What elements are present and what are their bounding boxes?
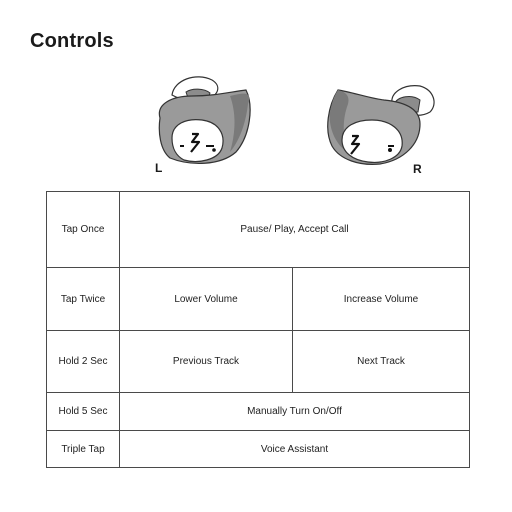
left-result-cell: Lower Volume [120,268,293,331]
controls-table [46,191,470,468]
result-cell: Pause/ Play, Accept Call [120,192,470,268]
action-cell: Tap Once [47,192,120,268]
earbuds-illustration [0,0,512,190]
result-cell: Manually Turn On/Off [120,393,470,431]
table-row [47,393,470,431]
action-cell: Triple Tap [47,431,120,468]
page-title: Controls [30,30,114,52]
right-result-cell: Next Track [293,331,470,393]
table-row [47,268,470,331]
right-earbud-label: R [413,162,422,176]
right-result-cell: Increase Volume [293,268,470,331]
table-row [47,431,470,468]
right-earbud-image [328,86,434,165]
action-cell: Hold 5 Sec [47,393,120,431]
result-cell: Voice Assistant [120,431,470,468]
left-earbud-label: L [155,161,163,175]
left-earbud-image [159,77,250,164]
left-result-cell: Previous Track [120,331,293,393]
table-row [47,192,470,268]
action-cell: Hold 2 Sec [47,331,120,393]
action-cell: Tap Twice [47,268,120,331]
table-row [47,331,470,393]
